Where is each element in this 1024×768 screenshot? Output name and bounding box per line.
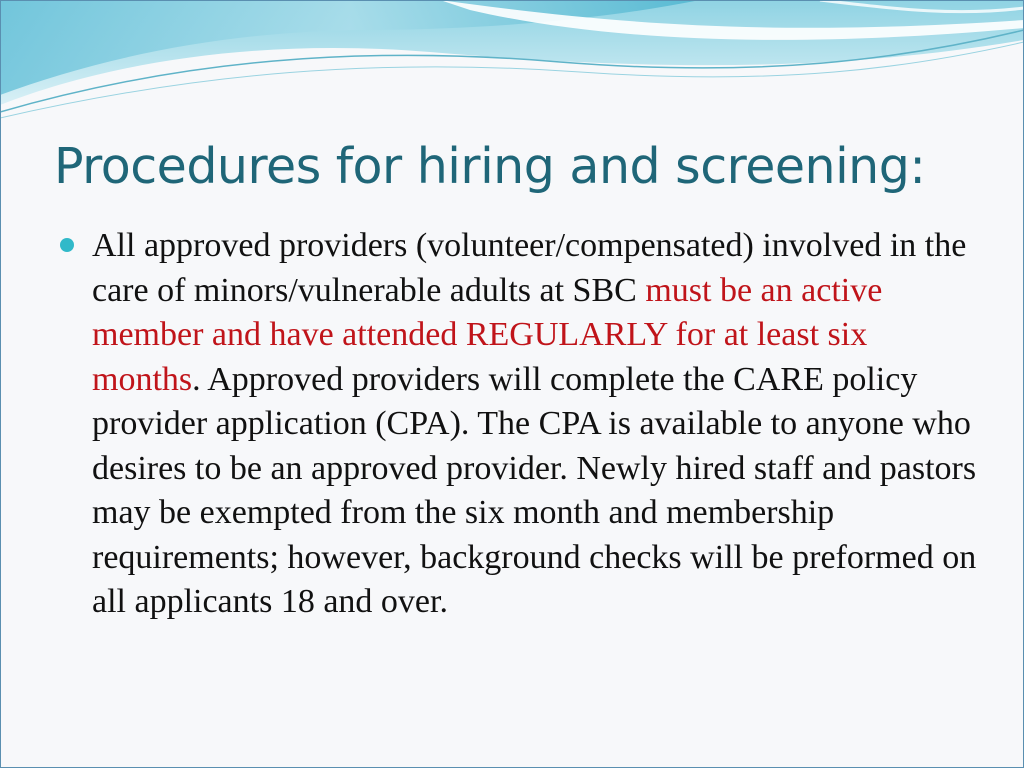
slide-title: Procedures for hiring and screening: <box>54 138 926 195</box>
bullet-item <box>60 224 980 625</box>
bullet-text-after: . Approved providers will complete the CARE policy provider application (CPA). The CPA is available to anyone who desires to be an approved provider. Newly hired staff and pastors may be exempted from the six month and membership requirements; however, background checks will be preformed on all applicants 18 and over. <box>92 360 977 620</box>
header-wave-decoration <box>0 0 1024 130</box>
bullet-list <box>60 224 980 625</box>
bullet-text-before: All approved providers (volunteer/compensated) involved in the care of minors/vulnerable adults at SBC <box>92 227 967 309</box>
bullet-dot-icon <box>60 238 74 252</box>
bullet-highlight-text: must be an active member and have attended REGULARLY for at least six months <box>92 271 883 398</box>
